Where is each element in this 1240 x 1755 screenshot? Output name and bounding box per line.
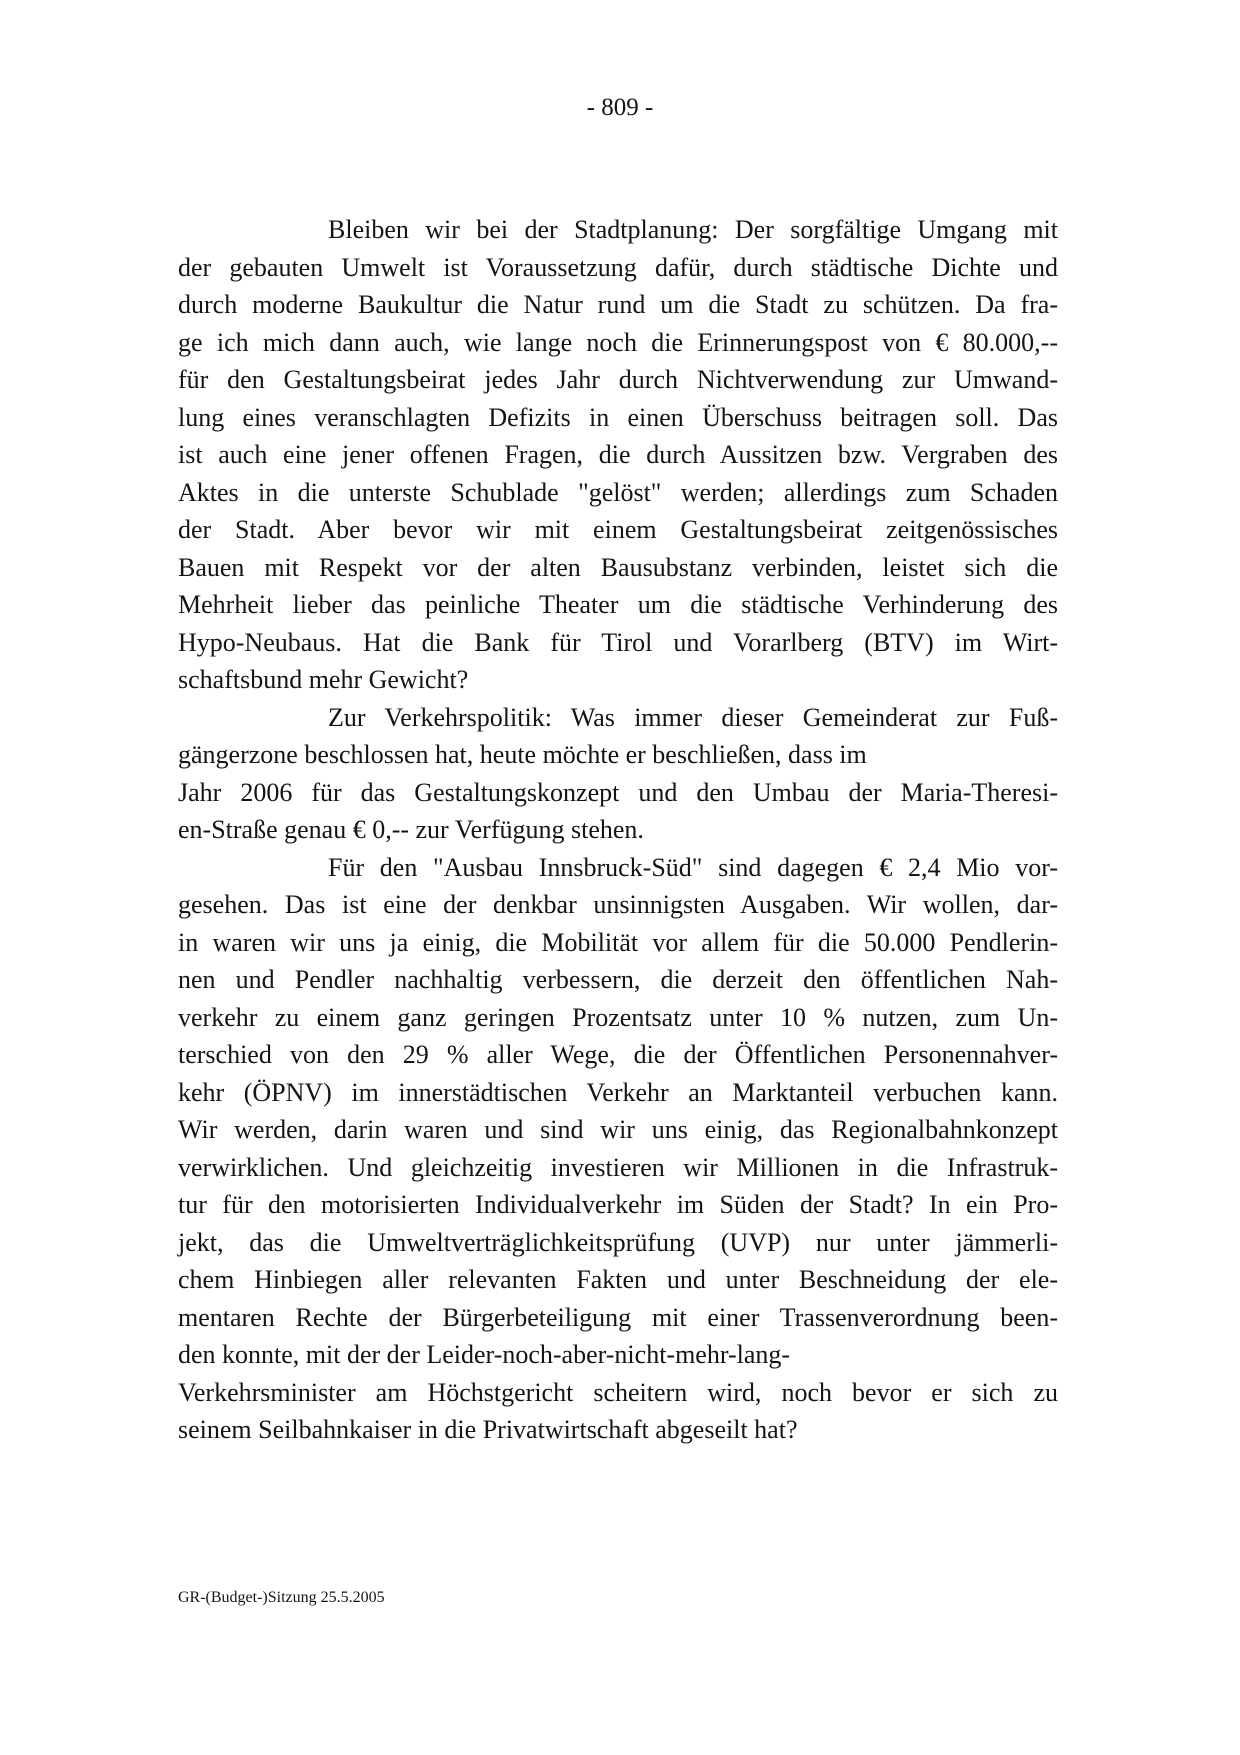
- body-text: [178, 211, 1058, 1449]
- paragraph-3-line: nen und Pendler nachhaltig verbessern, die derzeit den öffentlichen Nah-: [178, 965, 1058, 994]
- paragraph-2-line: Jahr 2006 für das Gestaltungskonzept und den Umbau der Maria-Theresi-: [178, 777, 1058, 807]
- paragraph-1-line: durch moderne Baukultur die Natur rund um die Stadt zu schützen. Da fra-: [178, 290, 1058, 319]
- paragraph-1-line: lung eines veranschlagten Defizits in einen Überschuss beitragen soll. Das: [178, 402, 1058, 432]
- paragraph-1-line: Mehrheit lieber das peinliche Theater um die städtische Verhinderung des: [178, 590, 1058, 619]
- paragraph-3-line: verwirklichen. Und gleichzeitig investieren wir Millionen in die Infrastruk-: [178, 1152, 1058, 1182]
- paragraph-1-line: Bauen mit Respekt vor der alten Bausubstanz verbinden, leistet sich die: [178, 552, 1058, 582]
- paragraph-1-line: Bleiben wir bei der Stadtplanung: Der sorgfältige Umgang mit: [328, 215, 1058, 244]
- paragraph-3-line: tur für den motorisierten Individualverkehr im Süden der Stadt? In ein Pro-: [178, 1190, 1058, 1219]
- page-number: - 809 -: [586, 94, 654, 121]
- paragraph-1-line: schaftsbund mehr Gewicht?: [178, 665, 469, 694]
- paragraph-3-line: den konnte, mit der der Leider-noch-aber-nicht-mehr-lang-: [178, 1340, 791, 1369]
- paragraph-2-line: gängerzone beschlossen hat, heute möchte er beschließen, dass im: [178, 740, 867, 769]
- paragraph-3-line: terschied von den 29 % aller Wege, die der Öffentlichen Personennahver-: [178, 1040, 1058, 1069]
- paragraph-3-line: in waren wir uns ja einig, die Mobilität vor allem für die 50.000 Pendlerin-: [178, 927, 1058, 957]
- paragraph-1-line: ist auch eine jener offenen Fragen, die durch Aussitzen bzw. Vergraben des: [178, 440, 1058, 469]
- paragraph-1-line: ge ich mich dann auch, wie lange noch die Erinnerungspost von € 80.000,--: [178, 327, 1058, 357]
- paragraph-3-line: seinem Seilbahnkaiser in die Privatwirtschaft abgeseilt hat?: [178, 1415, 798, 1444]
- paragraph-3-line: kehr (ÖPNV) im innerstädtischen Verkehr an Marktanteil verbuchen kann.: [178, 1077, 1058, 1107]
- paragraph-3-line: gesehen. Das ist eine der denkbar unsinnigsten Ausgaben. Wir wollen, dar-: [178, 890, 1058, 919]
- paragraph-1-line: der gebauten Umwelt ist Voraussetzung dafür, durch städtische Dichte und: [178, 252, 1058, 282]
- paragraph-3-line: Verkehrsminister am Höchstgericht scheitern wird, noch bevor er sich zu: [178, 1377, 1058, 1407]
- footer-session-label: GR-(Budget-)Sitzung 25.5.2005: [178, 1589, 385, 1606]
- paragraph-2-line: Zur Verkehrspolitik: Was immer dieser Gemeinderat zur Fuß-: [328, 702, 1058, 732]
- paragraph-1-line: der Stadt. Aber bevor wir mit einem Gestaltungsbeirat zeitgenössisches: [178, 515, 1058, 544]
- paragraph-3-line: Für den "Ausbau Innsbruck-Süd" sind dagegen € 2,4 Mio vor-: [328, 852, 1058, 882]
- paragraph-3-line: chem Hinbiegen aller relevanten Fakten und unter Beschneidung der ele-: [178, 1265, 1058, 1294]
- paragraph-3-line: jekt, das die Umweltverträglichkeitsprüfung (UVP) nur unter jämmerli-: [178, 1227, 1058, 1257]
- paragraph-3-line: Wir werden, darin waren und sind wir uns einig, das Regionalbahnkonzept: [178, 1115, 1058, 1144]
- paragraph-3-line: verkehr zu einem ganz geringen Prozentsatz unter 10 % nutzen, zum Un-: [178, 1002, 1058, 1032]
- paragraph-2-line: en-Straße genau € 0,-- zur Verfügung stehen.: [178, 815, 644, 844]
- paragraph-1-line: für den Gestaltungsbeirat jedes Jahr durch Nichtverwendung zur Umwand-: [178, 365, 1058, 394]
- paragraph-3-line: mentaren Rechte der Bürgerbeteiligung mit einer Trassenverordnung been-: [178, 1302, 1058, 1332]
- paragraph-1-line: Aktes in die unterste Schublade "gelöst" werden; allerdings zum Schaden: [178, 477, 1058, 507]
- paragraph-1-line: Hypo-Neubaus. Hat die Bank für Tirol und Vorarlberg (BTV) im Wirt-: [178, 627, 1058, 657]
